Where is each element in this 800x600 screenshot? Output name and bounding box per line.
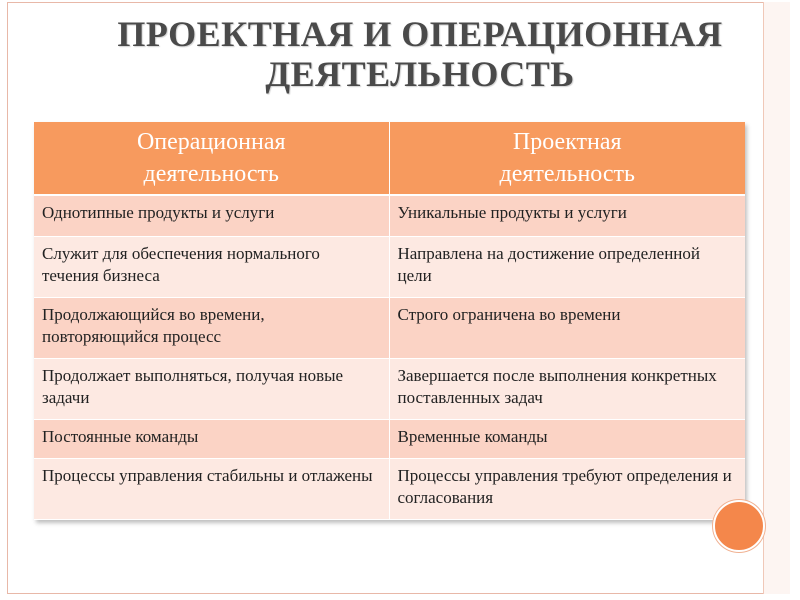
table-header-row	[34, 122, 745, 195]
cell-operational: Однотипные продукты и услуги	[34, 195, 389, 237]
cell-project: Направлена на достижение определенной цели	[389, 237, 745, 298]
cell-operational: Процессы управления стабильны и отлажены	[34, 459, 389, 520]
header-operational-line-2: деятельность	[143, 161, 279, 187]
table-row	[34, 420, 745, 459]
header-operational-line-1: Операционная	[136, 129, 286, 155]
table-row	[34, 237, 745, 298]
comparison-table	[34, 122, 745, 520]
cell-project: Временные команды	[389, 420, 745, 459]
cell-project: Строго ограничена во времени	[389, 298, 745, 359]
table-row	[34, 195, 745, 237]
slide-title-line-1: ПРОЕКТНАЯ И ОПЕРАЦИОННАЯ	[117, 14, 723, 54]
table-row	[34, 459, 745, 520]
cell-project: Завершается после выполнения конкретных поставленных задач	[389, 359, 745, 420]
header-project	[389, 122, 745, 195]
slide-title-line-2: ДЕЯТЕЛЬНОСТЬ	[265, 54, 575, 94]
header-project-line-1: Проектная	[512, 129, 622, 155]
cell-operational: Постоянные команды	[34, 420, 389, 459]
cell-operational: Служит для обеспечения нормального течения бизнеса	[34, 237, 389, 298]
table-row	[34, 298, 745, 359]
cell-project: Процессы управления требуют определения и согласования	[389, 459, 745, 520]
cell-operational: Продолжающийся во времени, повторяющийся процесс	[34, 298, 389, 359]
slide-title	[60, 14, 780, 94]
header-operational	[34, 122, 389, 195]
header-project-line-2: деятельность	[499, 161, 635, 187]
table-row	[34, 359, 745, 420]
decorative-circle	[713, 500, 765, 552]
cell-operational: Продолжает выполняться, получая новые задачи	[34, 359, 389, 420]
cell-project: Уникальные продукты и услуги	[389, 195, 745, 237]
